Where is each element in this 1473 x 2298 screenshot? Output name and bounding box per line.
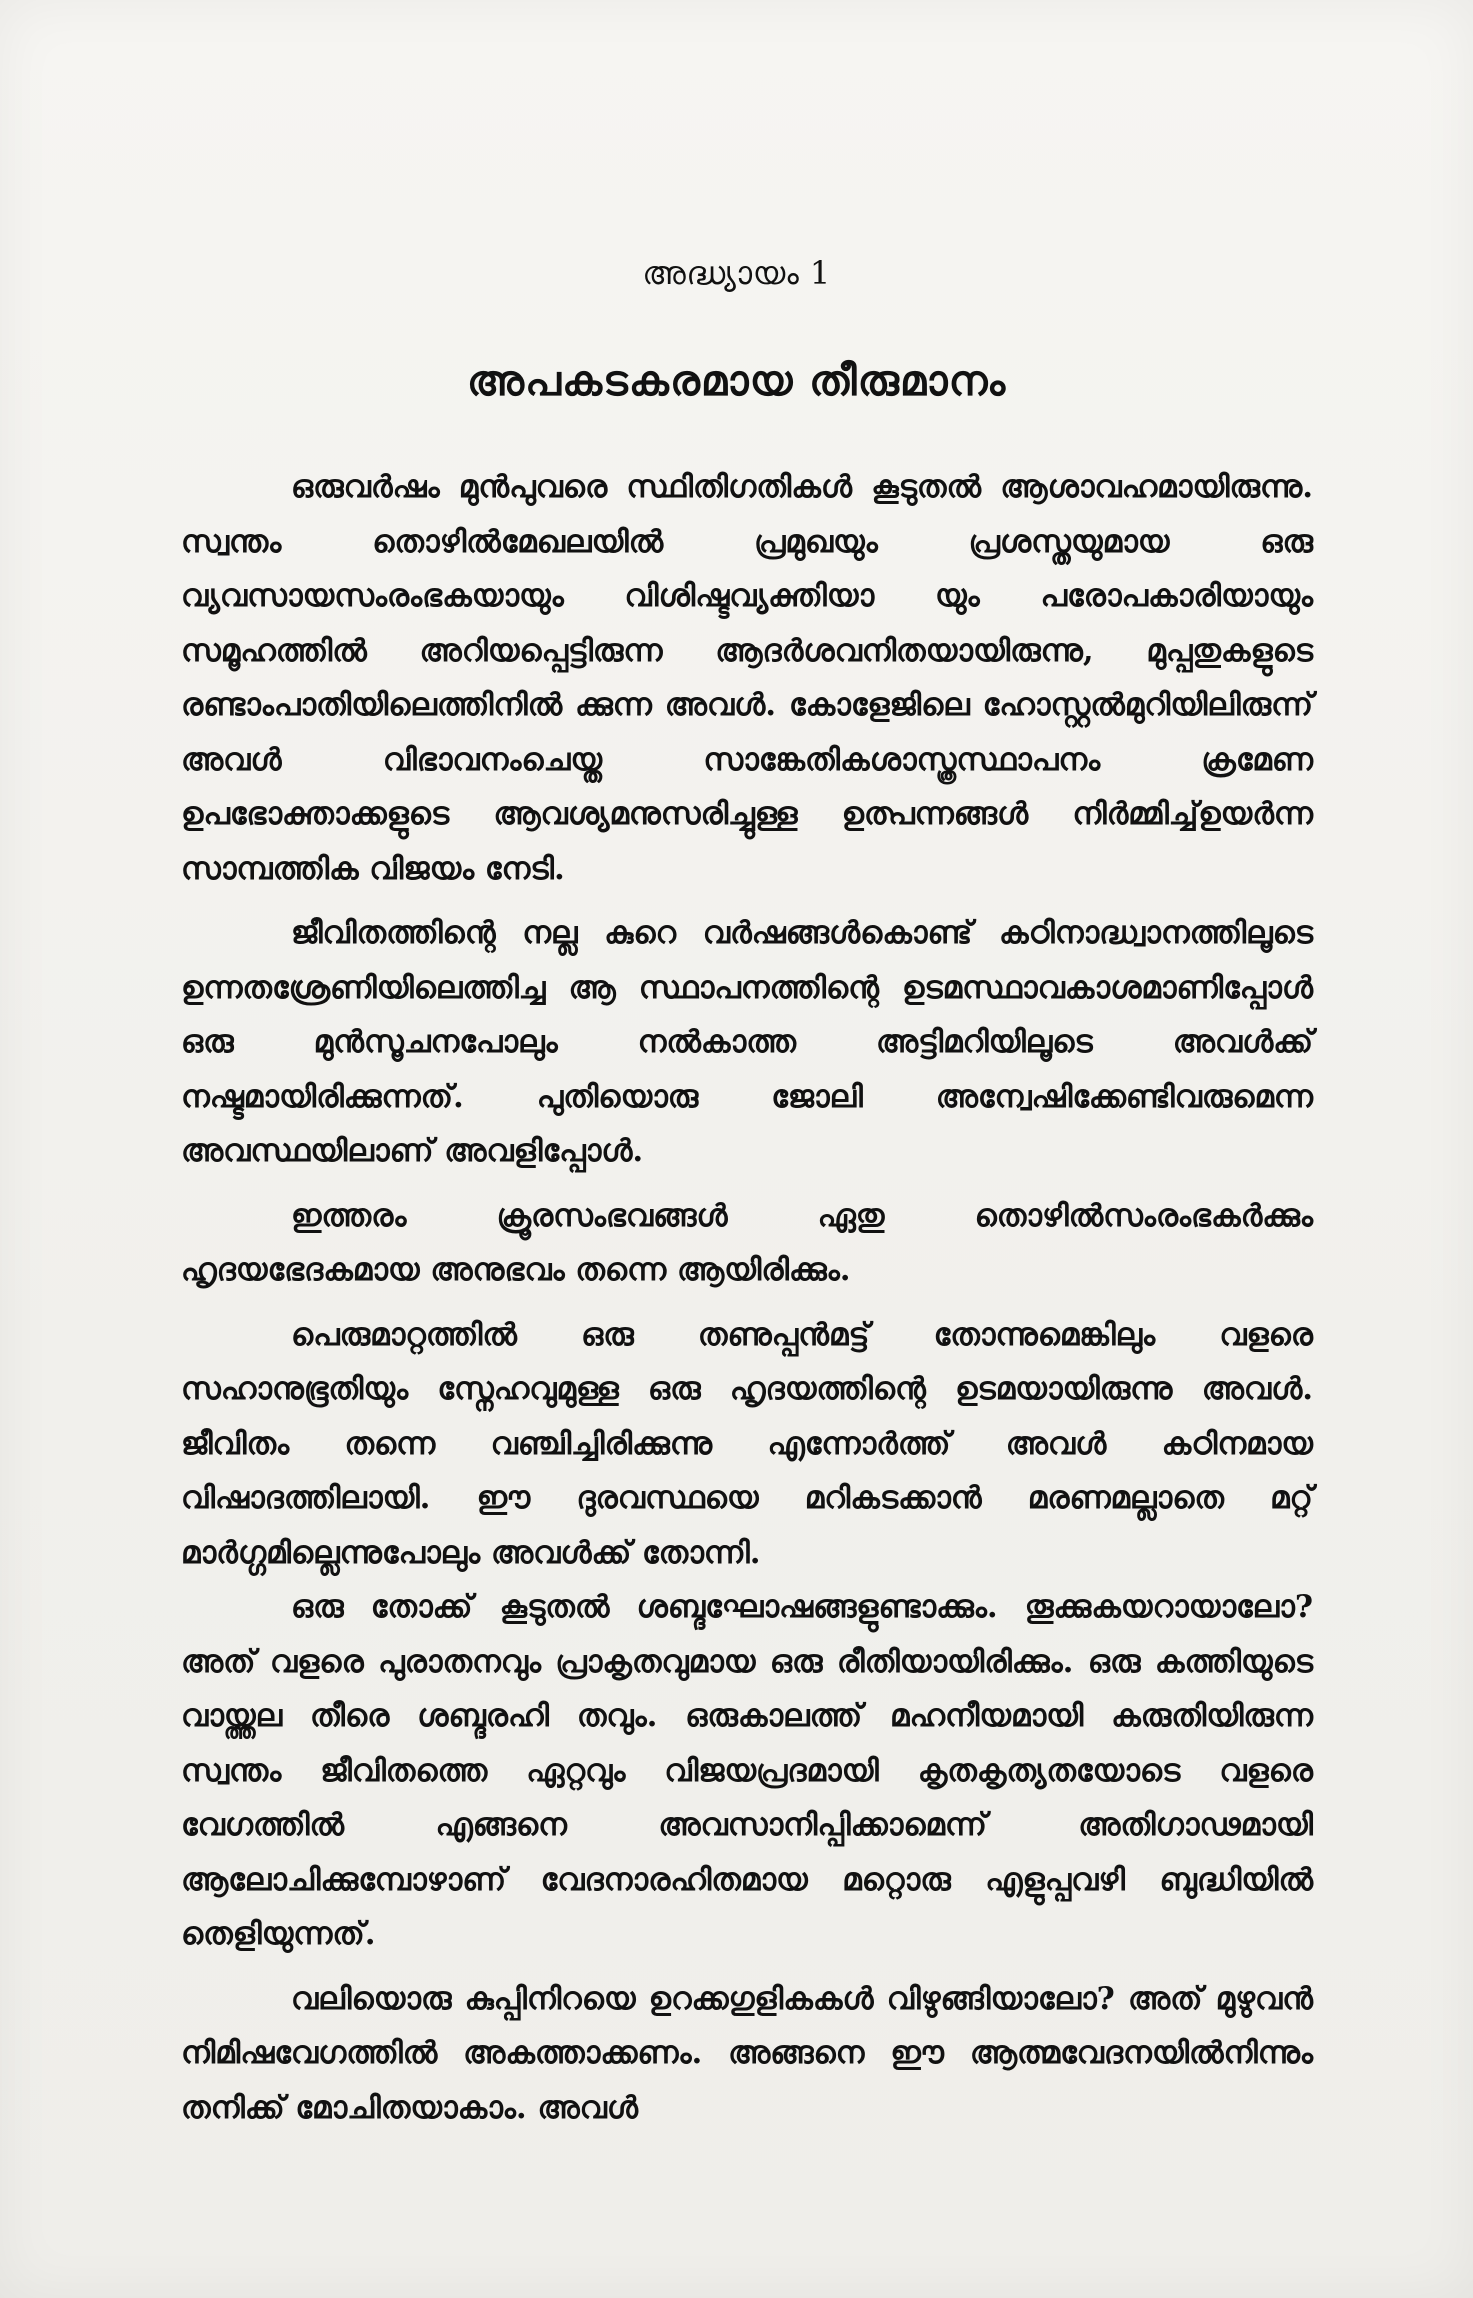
paragraph: ജീവിതത്തിന്റെ നല്ല കുറെ വർഷങ്ങൾകൊണ്ട് കഠിനാദ്ധ്വാനത്തിലൂടെ ഉന്നതശ്രേണിയിലെത്തിച്ച ആ സ്ഥാപനത്തിന്റെ ഉടമസ്ഥാവകാശമാണിപ്പോൾ ഒരു മുൻസൂചനപോലും നൽകാത്ത അട്ടിമറിയിലൂടെ അവൾക്ക് നഷ്ടമായിരിക്കുന്നത്. പുതിയൊരു ജോലി അന്വേഷിക്കേണ്ടിവരുമെന്ന അവസ്ഥയിലാണ് അവളിപ്പോൾ. [181,915,1313,1169]
paragraph: ഒരു തോക്ക് കൂടുതൽ ശബ്ദഘോഷങ്ങളുണ്ടാക്കും. തൂക്കുകയറായാലോ? അത് വളരെ പുരാതനവും പ്രാകൃതവുമായ ഒരു രീതിയായിരിക്കും. ഒരു കത്തിയുടെ വായ്ത്തല തീരെ ശബ്ദരഹി തവും. ഒരുകാലത്ത് മഹനീയമായി കരുതിയിരുന്ന സ്വന്തം ജീവിതത്തെ ഏറ്റവും വിജയപ്രദമായി കൃതകൃത്യതയോടെ വളരെ വേഗത്തിൽ എങ്ങനെ അവസാനിപ്പിക്കാമെന്ന് അതിഗാഢമായി ആലോചിക്കുമ്പോഴാണ് വേദനാരഹിതമായ മറ്റൊരു എളുപ്പവഴി ബുദ്ധിയിൽ തെളിയുന്നത്. [181,1589,1313,1952]
chapter-body [181,460,1313,2145]
paragraph: ഇത്തരം ക്രൂരസംഭവങ്ങൾ ഏതു തൊഴിൽസംരംഭകർക്കും ഹൃദയഭേദകമായ അനുഭവം തന്നെ ആയിരിക്കും. [181,1197,1313,1288]
paragraph: വലിയൊരു കുപ്പിനിറയെ ഉറക്കഗുളികകൾ വിഴുങ്ങിയാലോ? അത് മുഴുവൻ നിമിഷവേഗത്തിൽ അകത്താക്കണം. അങ്ങനെ ഈ ആത്മവേദനയിൽനിന്നും തനിക്ക് മോചിതയാകാം. അവൾ [181,1980,1313,2126]
chapter-title: അപകടകരമായ തീരുമാനം [466,356,1007,405]
chapter-label: അദ്ധ്യായം 1 [642,254,831,292]
paragraph: ഒരുവർഷം മുൻപുവരെ സ്ഥിതിഗതികൾ കൂടുതൽ ആശാവഹമായിരുന്നു. സ്വന്തം തൊഴിൽമേഖലയിൽ പ്രമുഖയും പ്രശസ്തയുമായ ഒരു വ്യവസായസംരംഭകയായും വിശിഷ്ടവ്യക്തിയാ യും പരോപകാരിയായും സമൂഹത്തിൽ അറിയപ്പെട്ടിരുന്ന ആദർശവനിതയായിരുന്നു, മുപ്പതുകളുടെ രണ്ടാംപാതിയിലെത്തിനിൽ ക്കുന്ന അവൾ. കോളേജിലെ ഹോസ്റ്റൽമുറിയിലിരുന്ന് അവൾ വിഭാവനംചെയ്ത സാങ്കേതികശാസ്ത്രസ്ഥാപനം ക്രമേണ ഉപഭോക്താക്കളുടെ ആവശ്യമനുസരിച്ചുള്ള ഉത്പന്നങ്ങൾ നിർമ്മിച്ച്ഉയർന്ന സാമ്പത്തിക വിജയം നേടി. [181,469,1313,887]
paragraph: പെരുമാറ്റത്തിൽ ഒരു തണുപ്പൻമട്ട് തോന്നുമെങ്കിലും വളരെ സഹാനുഭൂതിയും സ്നേഹവുമുള്ള ഒരു ഹൃദയത്തിന്റെ ഉടമയായിരുന്നു അവൾ. ജീവിതം തന്നെ വഞ്ചിച്ചിരിക്കുന്നു എന്നോർത്ത് അവൾ കഠിനമായ വിഷാദത്തിലായി. ഈ ദുരവസ്ഥയെ മറികടക്കാൻ മരണമല്ലാതെ മറ്റ് മാർഗ്ഗമില്ലെന്നുപോലും അവൾക്ക് തോന്നി. [181,1316,1313,1571]
